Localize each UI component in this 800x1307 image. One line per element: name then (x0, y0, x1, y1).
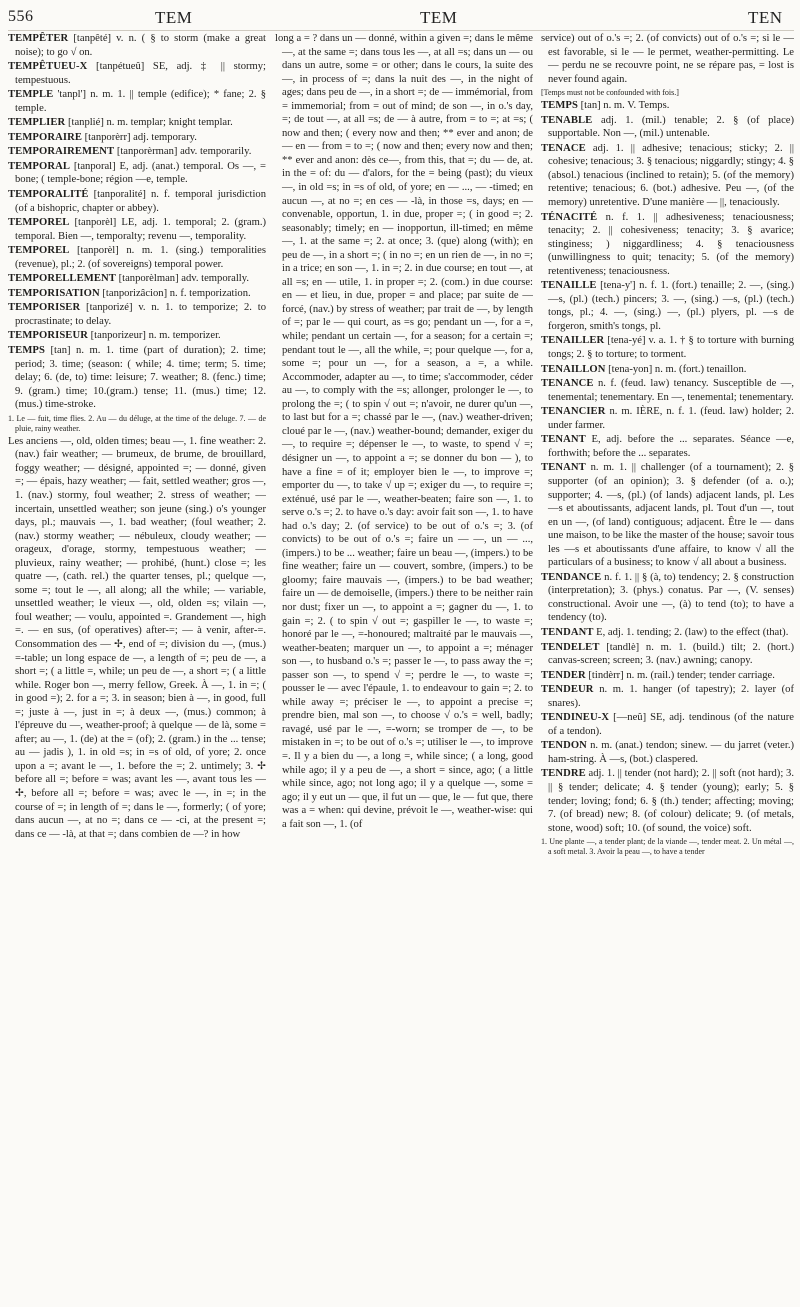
dictionary-entry (8, 116, 266, 130)
dictionary-entry (541, 279, 794, 333)
usage-note (541, 88, 794, 98)
headword: TENAILLON (541, 363, 606, 375)
dictionary-entry (541, 405, 794, 432)
running-head-right: TEN (748, 8, 783, 27)
dictionary-entry (541, 363, 794, 377)
headword: TENDON (541, 740, 587, 752)
headword: TÉNACITÉ (541, 211, 598, 223)
headword: TEMPORELLEMENT (8, 273, 116, 285)
headword: TEMPORAIREMENT (8, 146, 115, 158)
dictionary-entry (541, 114, 794, 141)
dictionary-entry (8, 88, 266, 115)
dictionary-entry (541, 99, 794, 113)
entry-text: n. m. (anat.) tendon; sinew. — du jarret (veter.) ham-string. À —s, (bot.) claspered. (548, 740, 794, 765)
dictionary-entry (8, 32, 266, 59)
page-header (0, 0, 800, 30)
entry-text: [tanporèlman] adv. temporally. (118, 273, 250, 285)
headword: TEMPS (541, 100, 578, 112)
running-head-left: TEM (155, 8, 193, 27)
entry-text: [tindèrr] n. m. (rail.) tender; tender carriage. (588, 669, 775, 681)
dictionary-entry (541, 767, 794, 835)
entry-text: adj. 1. (mil.) tenable; 2. § (of place) supportable. Non —, (mil.) untenable. (548, 114, 794, 140)
headword: TENDER (541, 669, 586, 681)
dictionary-entry (8, 435, 266, 841)
entry-text: [tanporèrr] adj. temporary. (84, 131, 197, 143)
headword: TENAILLE (541, 280, 597, 292)
entry-text: [tanporizeur] n. m. temporizer. (90, 330, 221, 342)
header-divider (8, 30, 794, 31)
entry-text: [tanporèrman] adv. temporarily. (116, 146, 252, 158)
entry-text: Les anciens —, old, olden times; beau —, 1. fine weather: 2. (nav.) fair weather; — brumeux, de brume, de brouillard, foggy weather; — désigné, appointed =; — donné, given =; — épais, hazy weather; — fait, settled weather; gros —, 1. (nav.) stormy, foul weather; 2. stress of weather; — incertain, unsettled weather; son jeune (sing.) o's younger days, pl.; mauvais —, 1. bad weather; (foul weather; 2. (nav.) stormy weather; — nébuleux, cloudy weather; — orageux, d'orage, stormy, tempestuous weather; — pluvieux, rainy weather; — prohibé, (hunt.) close =; les quatre —, (cath. rel.) the quarter tenses, pl.; quelque —, some =; tout le —, all along; all the while; — variable, unsettled weather; le vieux —, old, olden =s; vilain —, foul weather; — voulu, appointed =. Grandement —, high =. — en sus, (of operatives) after-=; — à venir, after-=. Consommation des — ✢, end of =; division du —, (mus.) =-table; un long espace de —, a length of =; peu de —, a short =; ( a little =, while; un peu de —, a short =; ( a little while. Roger bon —, merry fellow, Greek. À —, 1. in =; ( in good =); 2. for a =; 3. in season; bien à —, in good, full =; juste à —, just in =; à deux —, (mus.) common; à l'épreuve du —, weather-proof; à quelque — de là, some = after; au —, 1. (de) at the = (of); 2. (gram.) in the ... tense; au — jadis ), 1. in old =s; in =s of old, of yore; 2. once upon a =; avant le —, 1. before the =; 2. untimely; 3. ✢ before all =; before = was; avant les —, avant tous les — ✢, before all =; before = was; avec le —, in =; in the course of =; in length of =; dans le —, formerly; ( of yore; dans aucun —, at no =; dans ce — -ci, at the present =; dans ce — -là, at that =; dans combien de —? in how (8, 435, 266, 840)
entry-text: [tanporal] E, adj. (anat.) temporal. Os —, = bone; ( temple-bone; région —e, temple. (15, 160, 266, 186)
headword: TEMPOREL (8, 217, 70, 229)
entry-text: n. m. IÈRE, n. f. 1. (feud. law) holder; 2. under farmer. (548, 406, 794, 431)
usage-note (8, 414, 266, 434)
headword: TEMPORISER (8, 302, 81, 314)
headword: TENANT (541, 462, 586, 474)
headword: TENDELET (541, 641, 600, 653)
entry-text: long a = ? dans un — donné, within a given =; dans le même —, at the same =; dans tous les —, at all =s; dans un — ou dans un autre, some = or other; dans le cours, la suite des —, in process of =; dans la nuit des —, in the night of ages; dans peu de —, in a short =; de — immémorial, from = immemorial; from = out of mind; de son —, in o.'s day, =; de tout —, at all =s; de — à autre, from = to =; at =s; ( now and then; ( every now and then; ** ever and anon; de — en — from = to =; ( now and then; every now and then; ** ever and anon: dès ce—, from this, that =; du — de, at. in the = of: du — d'alors, for the = being (past); du vieux —, in old =s; in =s of old, of yore; en — ..., — -timed; en aucun —, at no =; en ces — -là, in those =s, days; en — convenable, opportun, 1. in due, proper =; ( in good =; 2. seasonably; timely; en — inopportun, ill-timed; en même —, 1. at the same =; 2. at once; 3. (que) along (with); en peu de —, in a short =; ( in no =; en un rien de —, in no =; in a trice; en son —, 1. in =; 2. in due course; en tout —, at all =s; en — utile, 1. in proper =; 2. (com.) in due course: en — et lieu, in due, proper = and place; par suite de — forcé, (nav.) by stress of weather; par trait de —, by length of =; par le — qui court, as =s go; pendant un —, for a =, while; pendant un certain —, for a season; for a certain =; pendant tout le —, all the while, =; pour quelque —, for a, some =; pour un —, for a season, a =, a while. Accommoder, adapter au —, to time; s'accommoder, céder au —, to comply with the =s; allonger, prolonger le —, to prolong the =; ( to spin √ out =; n'avoir, ne durer qu'un —, to last but for a =; chassé par le —, (nav.) weather-driven; cloué par le —, (nav.) weather-bound; demander, exiger du —, to require =; dépenser le —, to waste, to spend √ =; désigner un —, to appoint a =; se donner du bon — ), to have a fine = of it; employer bien le —, to improve =; emporter du —, to take √ up =; exiger du —, to require =; exténué, usé par le —, weather-beaten; faire son —, 1. to serve o.'s =; 2. to have o.'s day: avoir fait son —, 1. to have had o.'s day; 2. (of service) to be out of o.'s =; 3. (of convicts) to be out of o.'s =; faire un — —, un — ..., (impers.) to be ... weather; faire un beau —, (impers.) to be fine weather; faire un — couvert, sombre, (impers.) to be gloomy; faire mauvais —, (impers.) to be bad weather; faire un — de demoiselle, (impers.) there to be neither rain nor dust; fixer un —, to appoint a =; gagner du —, 1. to gain =; 2. ( to spin √ out =; gaspiller le —, to waste =; honoré par le —, =-honoured; maltraité par le mauvais —, weather-beaten; marquer un —, to appoint a =; ménager son —, to husband o.'s =; passer le —, to pass away the =; passer son —, to spend √ =; perdre le —, to waste =; pousser le — avec l'épaule, 1. to endeavour to gain =; 2. to while away =; préciser le —, to appoint a precise =; prendre bien, mal son —, to choose √ o.'s = well, badly; ravagé, usé par le —, =-worn; se tromper de —, to be mistaken in =; to be out of o.'s =; utiliser le —, to improve =. Il y a bien du —, a long =, while since; ( a long, good while ago; il y a peu de —, a short = since, ago; ( a little while since, ago; not long ago; il y a quelque —, some = ago; il y eut un — que, il fut un — que, le — fut que, there was a = when: qui devine, prévoit le —, weather-wise: qui a fait son —, 1. (of (275, 33, 533, 830)
dictionary-entry (541, 142, 794, 210)
entry-text: [tanpétueû] SE, adj. ‡ || stormy; tempestuous. (15, 61, 266, 86)
entry-text: [tanporizé] v. n. 1. to temporize; 2. to procrastinate; to delay. (15, 302, 266, 327)
dictionary-entry (541, 32, 794, 86)
dictionary-entry (8, 160, 266, 187)
headword: TENANCE (541, 378, 594, 390)
entry-text: 1. Le — fuit, time flies. 2. Au — du déluge, at the time of the deluge. 7. — de pluie, rainy weather. (8, 413, 266, 433)
headword: TENABLE (541, 114, 593, 126)
headword: TEMPORAL (8, 160, 71, 172)
headword: TENACE (541, 142, 586, 154)
dictionary-entry (541, 461, 794, 569)
entry-text: [tan] n. m. V. Temps. (580, 100, 670, 112)
running-head-center: TEM (420, 8, 458, 27)
entry-text: n. f. (feud. law) tenancy. Susceptible de —, tenemental; tenementary. En —, tenemental; tenementary. (548, 378, 794, 403)
headword: TENDINEU-X (541, 712, 610, 724)
column-3 (541, 32, 794, 1300)
headword: TENANCIER (541, 406, 606, 418)
dictionary-entry (8, 244, 266, 271)
headword: TEMPORISATION (8, 287, 100, 299)
headword: TEMPORAIRE (8, 131, 82, 143)
headword: TEMPS (8, 345, 45, 357)
entry-text: [—neû] SE, adj. tendinous (of the nature of a tendon). (548, 712, 794, 737)
headword: TEMPÊTER (8, 33, 69, 44)
dictionary-entry (541, 377, 794, 404)
entry-text: adj. 1. || tender (not hard); 2. || soft (not hard); 3. || § tender; delicate; 4. § tender (young); early; 5. § tender; loving; fond; 6. § (th.) tender; affecting; moving; 7. (of bread) new; 8. (of colour) delicate; 9. (of metals, stone, wood) soft; 10. (of sound, the voice) soft. (548, 768, 794, 834)
dictionary-entry (541, 669, 794, 683)
headword: TENAILLER (541, 335, 605, 347)
dictionary-entry (541, 626, 794, 640)
headword: TEMPOREL (8, 245, 70, 257)
entry-text: [tanplié] n. m. templar; knight templar. (67, 117, 233, 129)
entry-text: n. m. 1. || challenger (of a tournament); 2. § supporter (of an opinion); 3. § defender (of a. o.); supporter; 4. —s, (pl.) (of lands) adjacent lands, pl. Les —s et aboutissants, adjacent lands, pl. Tout d'un —, tout en un —, (of land) contiguous; adjacent. Être le — dans une maison, to be like the master of the house; savoir tous les —s et aboutissants d'une affaire, to know √ all the particulars of a business; to know √ all about a business. (548, 462, 794, 569)
headword: TENDRE (541, 768, 586, 780)
entry-text: n. f. 1. || adhesiveness; tenaciousness; tenacity; 2. || cohesiveness; tenacity; 3. § avarice; stinginess; ) niggardliness; 4. § tenaciousness (unwillingness to quit; tenacity; 5. (of the memory) retentiveness; tenaciousness. (548, 211, 794, 277)
page-number: 556 (8, 8, 34, 25)
headword: TENANT (541, 434, 586, 446)
entry-text: n. f. 1. || § (à, to) tendency; 2. § construction (interpretation); 3. (phys.) conatus. Par —, (V. senses) constructional. Avoir une —, (à) to tend (to); to have a tendency (to). (548, 571, 794, 624)
entry-text: n. m. 1. hanger (of tapestry); 2. layer (of snares). (548, 684, 794, 709)
headword: TENDANCE (541, 571, 602, 583)
headword: TENDEUR (541, 684, 594, 696)
dictionary-entry (8, 344, 266, 412)
headword: TENDANT (541, 626, 594, 638)
headword: TEMPLIER (8, 117, 66, 129)
entry-text: [tandlè] n. m. 1. (build.) tilt; 2. (hort.) canvas-screen; screen; 3. (nav.) awning; canopy. (548, 641, 794, 667)
entry-text: [tanporèl] LE, adj. 1. temporal; 2. (gram.) temporal. Bien —, temporalty; revenu —, temporality. (15, 217, 266, 242)
dictionary-entry (541, 739, 794, 766)
entry-text: [tan] n. m. 1. time (part of duration); 2. time; period; 3. time; (season: ( while; 4. time; term; 5. time; delay; 6. (de, to) time: leisure; 7. weather; 8. (fenc.) time; 9. (gram.) time; 10.(gram.) tense; 11. (mus.) time; 12. (mus.) time-stroke. (15, 345, 266, 411)
dictionary-entry (8, 329, 266, 343)
entry-text: [tanporèl] n. m. 1. (sing.) temporalities (revenue), pl.; 2. (of sovereigns) temporal power. (15, 245, 266, 270)
entry-text: [tanporizâcion] n. f. temporization. (102, 287, 251, 299)
dictionary-entry (8, 131, 266, 145)
entry-text: [tena-y'] n. f. 1. (fort.) tenaille; 2. —, (sing.) —s, (pl.) (tech.) pincers; 3. —, (sing.) —s, (pl.) (tech.) tongs, pl.; 4. —, (sing.) —, (pl.) plyers, pl. —s de forgeron, smith's tongs, pl. (548, 280, 794, 332)
column-2 (275, 32, 533, 1300)
dictionary-entry (541, 711, 794, 738)
entry-text: E, adj. 1. tending; 2. (law) to the effect (that). (596, 626, 789, 638)
dictionary-entry (8, 301, 266, 328)
dictionary-entry (541, 334, 794, 361)
entry-text: adj. 1. || adhesive; tenacious; sticky; 2. || cohesive; tenacious; 3. § tenacious; niggardly; stingy; 4. § (absol.) tenacious (inclined to retain); 5. (of the memory) retentive; tenacious; 6. (bot.) adhesive. Peu —, (of the memory) unretentive. D'une manière — ||, tenaciously. (548, 142, 794, 209)
dictionary-entry (541, 211, 794, 279)
dictionary-entry (8, 287, 266, 301)
dictionary-entry (541, 641, 794, 668)
dictionary-entry (8, 60, 266, 87)
dictionary-entry (541, 571, 794, 625)
headword: TEMPORISEUR (8, 330, 88, 342)
dictionary-entry (541, 433, 794, 460)
dictionary-entry (275, 32, 533, 831)
entry-text: service) out of o.'s =; 2. (of convicts) out of o.'s =; si le — est favorable, si le — le permet, weather-permitting. Le — perdu ne se recouvre point, ne se répare pas, = lost is never found again. (541, 33, 794, 85)
headword: TEMPLE (8, 89, 54, 101)
entry-text: [tena-yon] n. m. (fort.) tenaillon. (608, 363, 747, 375)
entry-text: [tena-yé] v. a. 1. † § to torture with burning tongs; 2. § to torture; to torment. (548, 335, 794, 361)
dictionary-entry (8, 188, 266, 215)
column-1 (8, 32, 266, 1300)
entry-text: [tanpêté] v. n. ( § to storm (make a great noise); to go √ on. (15, 33, 266, 58)
headword: TEMPORALITÉ (8, 189, 89, 201)
entry-text: 'tanpl'] n. m. 1. || temple (edifice); * fane; 2. § temple. (15, 89, 266, 114)
dictionary-entry (8, 145, 266, 159)
dictionary-entry (541, 683, 794, 710)
entry-text: E, adj. before the ... separates. Séance —e, forthwith; before the ... separates. (548, 434, 794, 459)
entry-text: [tanporalité] n. f. temporal jurisdiction (of a bishopric, chapter or abbey). (15, 189, 266, 214)
entry-text: [Temps must not be confounded with fois.] (541, 88, 679, 98)
dictionary-entry (8, 216, 266, 243)
headword: TEMPÊTUEU-X (8, 61, 88, 73)
dictionary-entry (8, 272, 266, 286)
usage-note (541, 837, 794, 857)
entry-text: 1. Une plante —, a tender plant; de la viande —, tender meat. 2. Un métal —, a soft metal. 3. Avoir la peau —, to have a tender (541, 837, 794, 857)
